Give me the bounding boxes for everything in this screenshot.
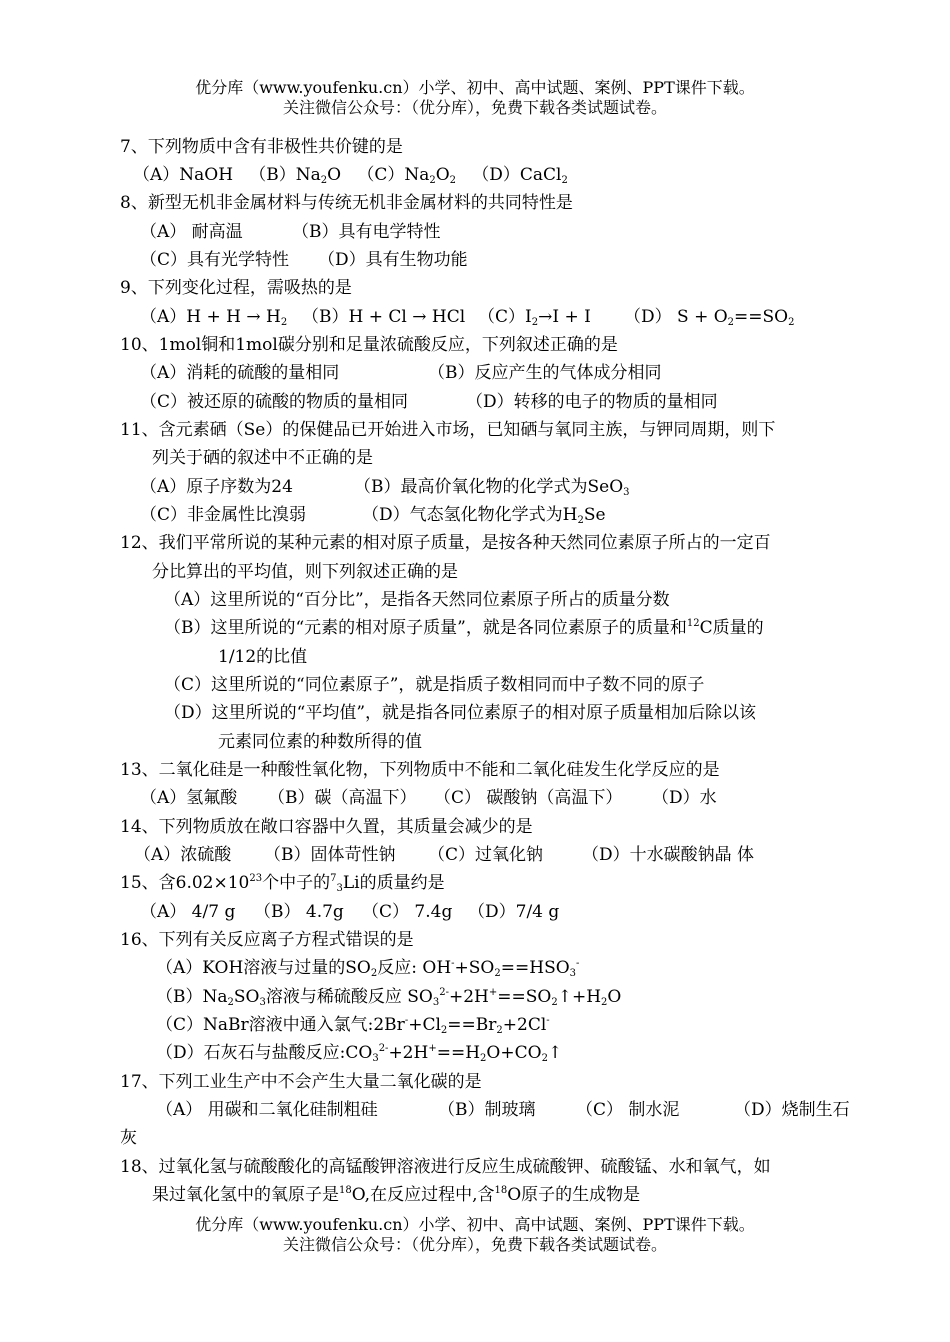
q8-option-d: （D）具有生物功能 <box>318 250 468 270</box>
q16-option-c: （C）NaBr溶液中通入氯气$:2Br^-+Cl_2==Br_2+2Cl^-$ <box>156 1015 550 1036</box>
q15-stem: 15、含$6.02\times 10^{23}$个中子的$^7_3$Li的质量约是 <box>120 873 445 894</box>
q10-option-d: （D）转移的电子的物质的量相同 <box>466 392 718 412</box>
q11-option-d: （D）气态氢化物化学式为$H_2Se$ <box>362 505 606 526</box>
q10-option-c: （C）被还原的硫酸的物质的量相同 <box>140 392 409 412</box>
q17-option-c: （C） 制水泥 <box>576 1100 680 1120</box>
q11-option-c: （C）非金属性比溴弱 <box>140 505 307 525</box>
q16-option-d: （D）石灰石与盐酸反应$:CO_3^{2-}+2H^+==H_2O+CO_2↑$ <box>156 1043 563 1064</box>
header-line-2: 关注微信公众号：（优分库），免费下载各类试题试卷。 <box>282 98 667 117</box>
q7-stem: 7、下列物质中含有非极性共价键的是 <box>120 137 403 157</box>
q8-option-a: （A） 耐高温 <box>140 222 243 242</box>
q12-option-b-line1: （B）这里所说的“元素的相对原子质量”，就是各同位素原子的质量和$^{12}$C质量的 <box>164 618 764 638</box>
q8-stem: 8、新型无机非金属材料与传统无机非金属材料的共同特性是 <box>120 193 573 213</box>
q14-option-d: （D）十水碳酸钠晶 体 <box>582 845 755 865</box>
q16-stem: 16、下列有关反应离子方程式错误的是 <box>120 930 414 950</box>
q13-option-c: （C） 碳酸钠（高温下） <box>434 788 623 808</box>
q11-stem-2: 列关于硒的叙述中不正确的是 <box>152 448 373 468</box>
q17-option-a: （A） 用碳和二氧化硅制粗硅 <box>156 1100 378 1120</box>
q12-option-a: （A）这里所说的“百分比”，是指各天然同位素原子所占的质量分数 <box>164 590 670 610</box>
q14-option-b: （B）固体苛性钠 <box>264 845 396 865</box>
q14-option-a: （A）浓硫酸 <box>134 845 232 865</box>
q14-stem: 14、下列物质放在敞口容器中久置，其质量会减少的是 <box>120 817 533 837</box>
q12-option-d-line2: 元素同位素的种数所得的值 <box>218 732 422 752</box>
q7-option-d: （D）CaCl$_2$ <box>472 165 568 186</box>
q9-option-b: （B）H + Cl → HCl <box>302 307 466 327</box>
q12-stem-1: 12、我们平常所说的某种元素的相对原子质量，是按各种天然同位素原子所占的一定百 <box>120 533 771 553</box>
q17-option-d-wrap: 灰 <box>120 1128 137 1148</box>
q11-option-a: （A）原子序数为24 <box>140 477 293 497</box>
q18-stem-2: 果过氧化氢中的氧原子是$^{18}$O,在反应过程中,含$^{18}$O原子的生成物是 <box>152 1185 641 1205</box>
header-line-1: 优分库（www.youfenku.cn）小学、初中、高中试题、案例、PPT课件下载。 <box>195 78 755 97</box>
q7-option-a: （A）NaOH <box>133 165 234 185</box>
q11-stem-1: 11、含元素硒（Se）的保健品已开始进入市场，已知硒与氧同主族，与钾同周期，则下 <box>120 420 776 440</box>
q9-option-d: （D） $S + O_2==SO_2$ <box>624 307 795 328</box>
q10-stem: 10、1mol铜和1mol碳分别和足量浓硫酸反应，下列叙述正确的是 <box>120 335 618 355</box>
q15-option-a: （A） 4/7 g <box>140 902 236 922</box>
q14-option-c: （C）过氧化钠 <box>428 845 544 865</box>
q11-option-b: （B）最高价氧化物的化学式为SeO$_3$ <box>354 477 630 498</box>
q12-option-c: （C）这里所说的“同位素原子”，就是指质子数相同而中子数不同的原子 <box>164 675 705 695</box>
q13-stem: 13、二氧化硅是一种酸性氧化物，下列物质中不能和二氧化硅发生化学反应的是 <box>120 760 720 780</box>
q18-stem-1: 18、过氧化氢与硫酸酸化的高锰酸钾溶液进行反应生成硫酸钾、硫酸锰、水和氧气，如 <box>120 1157 771 1177</box>
q7-options <box>133 165 568 185</box>
q16-option-a: （A）KOH溶液与过量的$SO_2$反应: $OH^-+SO_2==HSO_3^-$ <box>156 958 580 979</box>
q13-option-d: （D）水 <box>652 788 717 808</box>
q8-option-b: （B）具有电学特性 <box>292 222 441 242</box>
q10-option-b: （B）反应产生的气体成分相同 <box>428 363 662 383</box>
footer-line-2: 关注微信公众号：（优分库），免费下载各类试题试卷。 <box>282 1235 667 1254</box>
q9-stem: 9、下列变化过程，需吸热的是 <box>120 278 352 298</box>
q12-option-b-line2: 1/12的比值 <box>218 647 308 667</box>
q10-option-a: （A）消耗的硫酸的量相同 <box>140 363 340 383</box>
q17-option-b: （B）制玻璃 <box>438 1100 536 1120</box>
q15-option-d: （D）7/4 g <box>468 902 560 922</box>
q13-option-b: （B）碳（高温下） <box>268 788 417 808</box>
q15-option-b: （B） 4.7g <box>254 902 344 922</box>
q12-option-d-line1: （D）这里所说的“平均值”，就是指各同位素原子的相对原子质量相加后除以该 <box>164 703 757 723</box>
q12-stem-2: 分比算出的平均值，则下列叙述正确的是 <box>152 562 458 582</box>
q17-option-d: （D）烧制生石 <box>734 1100 850 1120</box>
footer-line-1: 优分库（www.youfenku.cn）小学、初中、高中试题、案例、PPT课件下载。 <box>195 1215 755 1234</box>
q15-option-c: （C） 7.4g <box>362 902 453 922</box>
q17-stem: 17、下列工业生产中不会产生大量二氧化碳的是 <box>120 1072 482 1092</box>
q13-option-a: （A）氢氟酸 <box>140 788 238 808</box>
q7-option-c: $(C)Na_2O_2$ <box>357 165 457 186</box>
q16-option-b: $(B)Na_2SO_3$溶液与稀硫酸反应 $SO_3^{2-}+2H^+==SO_2↑+H_2O$ <box>156 987 622 1008</box>
q8-option-c: （C）具有光学特性 <box>140 250 290 270</box>
q7-option-b: $(B)Na_2O$ <box>249 165 342 186</box>
q9-option-c: $(C)I_2\to I + I$ <box>478 307 591 328</box>
q9-option-a: $(A)H + H \to H_2$ <box>140 307 288 328</box>
